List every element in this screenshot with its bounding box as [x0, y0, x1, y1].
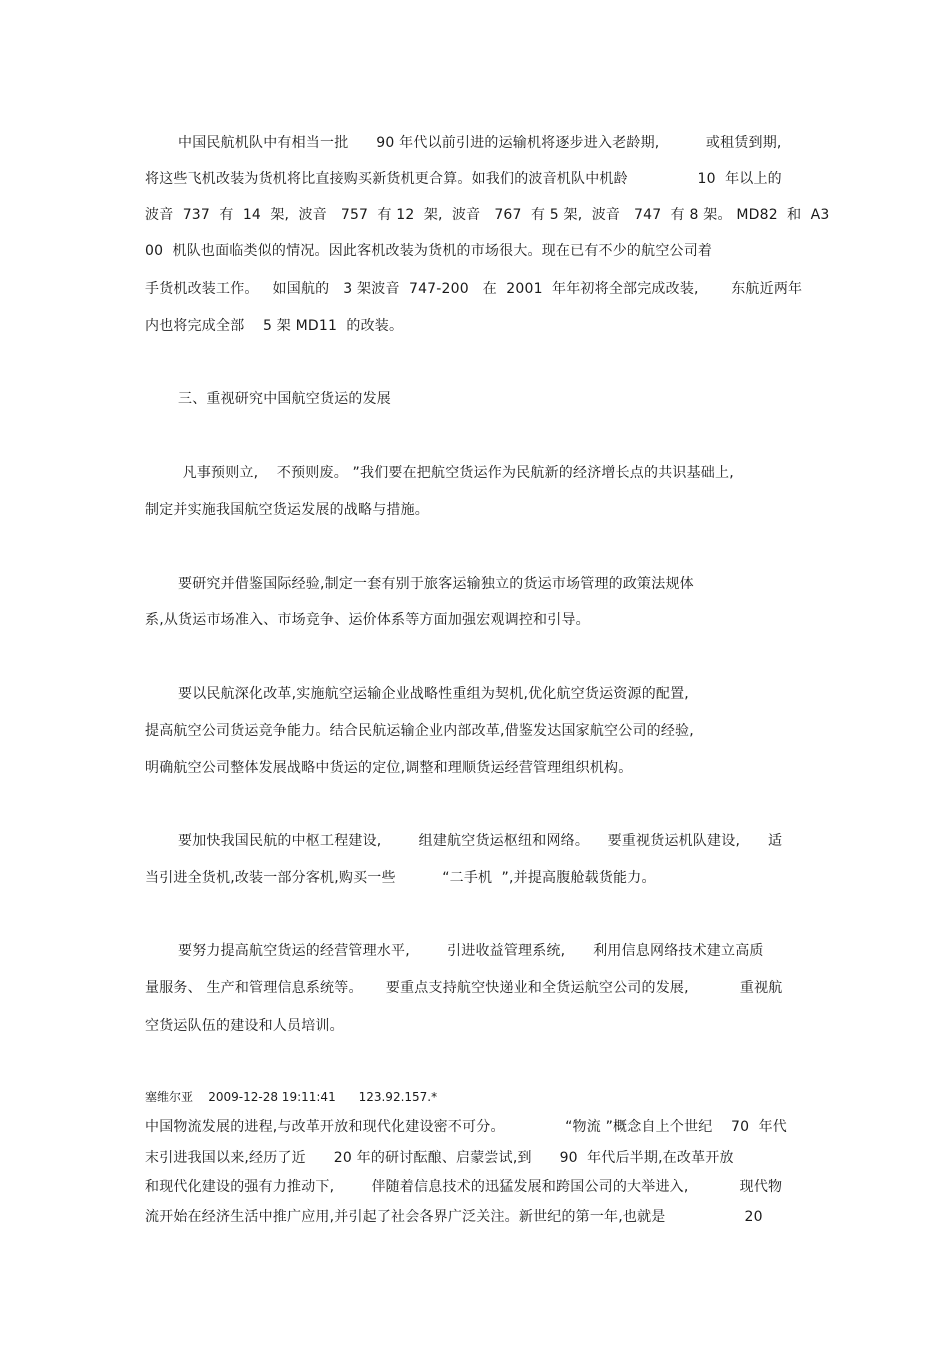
paragraph-line: 明确航空公司整体发展战略中货运的定位,调整和理顺货运经营管理组织机构。 — [145, 760, 633, 776]
paragraph-line: 凡事预则立, 不预则废。 ”我们要在把航空货运作为民航新的经济增长点的共识基础上, — [178, 465, 734, 481]
paragraph-line: 要努力提高航空货运的经营管理水平, 引进收益管理系统, 利用信息网络技术建立高质 — [178, 943, 764, 959]
paragraph-line: 提高航空公司货运竞争能力。结合民航运输企业内部改革,借鉴发达国家航空公司的经验, — [145, 723, 694, 739]
paragraph-line: 要研究并借鉴国际经验,制定一套有别于旅客运输独立的货运市场管理的政策法规体 — [178, 576, 694, 592]
paragraph-line: 和现代化建设的强有力推动下, 伴随着信息技术的迅猛发展和跨国公司的大举进入, 现代物 — [145, 1179, 783, 1195]
post-meta: 塞维尔亚 2009-12-28 19:11:41 123.92.157.* — [145, 1090, 438, 1104]
paragraph-line: 要加快我国民航的中枢工程建设, 组建航空货运枢纽和网络。 要重视货运机队建设, 适 — [178, 833, 783, 849]
paragraph-line: 量服务、 生产和管理信息系统等。 要重点支持航空快递业和全货运航空公司的发展, 重视航 — [145, 980, 783, 996]
paragraph-line: 00 机队也面临类似的情况。因此客机改装为货机的市场很大。现在已有不少的航空公司着 — [145, 243, 713, 259]
paragraph-line: 内也将完成全部 5 架 MD11 的改装。 — [145, 318, 404, 334]
paragraph-line: 制定并实施我国航空货运发展的战略与措施。 — [145, 502, 429, 518]
paragraph-line: 系,从货运市场准入、市场竞争、运价体系等方面加强宏观调控和引导。 — [145, 612, 590, 628]
paragraph-line: 要以民航深化改革,实施航空运输企业战略性重组为契机,优化航空货运资源的配置, — [178, 686, 689, 702]
paragraph-line: 中国民航机队中有相当一批 90 年代以前引进的运输机将逐步进入老龄期, 或租赁到期, — [178, 135, 782, 151]
paragraph-line: 中国物流发展的进程,与改革开放和现代化建设密不可分。 “物流 ”概念自上个世纪 70 年代 — [145, 1119, 787, 1135]
section-heading: 三、重视研究中国航空货运的发展 — [178, 391, 391, 407]
paragraph-line: 流开始在经济生活中推广应用,并引起了社会各界广泛关注。新世纪的第一年,也就是 20 — [145, 1209, 763, 1225]
paragraph-line: 波音 737 有 14 架, 波音 757 有 12 架, 波音 767 有 5 架, 波音 747 有 8 架。 MD82 和 A3 — [145, 207, 830, 223]
paragraph-line: 手货机改装工作。 如国航的 3 架波音 747-200 在 2001 年年初将全部完成改装, 东航近两年 — [145, 281, 803, 297]
paragraph-line: 空货运队伍的建设和人员培训。 — [145, 1018, 344, 1034]
paragraph-line: 将这些飞机改装为货机将比直接购买新货机更合算。如我们的波音机队中机龄 10 年以上的 — [145, 171, 782, 187]
paragraph-line: 当引进全货机,改装一部分客机,购买一些 “二手机 ”,并提高腹舱载货能力。 — [145, 870, 656, 886]
paragraph-line: 末引进我国以来,经历了近 20 年的研讨酝酿、启蒙尝试,到 90 年代后半期,在改革开放 — [145, 1150, 734, 1166]
